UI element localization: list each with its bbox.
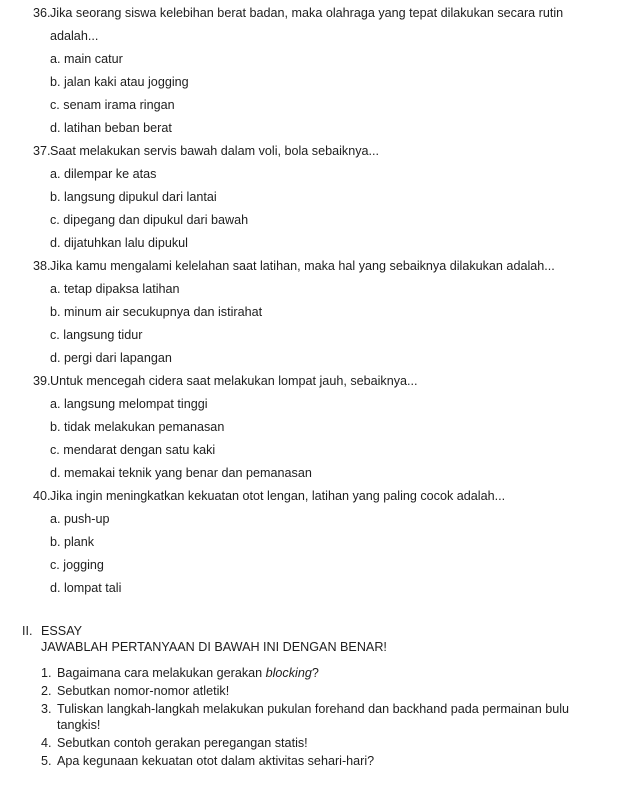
question-text: Jika kamu mengalami kelelahan saat latihan, maka hal yang sebaiknya dilakukan adalah... (50, 259, 555, 273)
option-d: d. dijatuhkan lalu dipukul (50, 236, 188, 250)
essay-question-number: 2. (41, 684, 52, 698)
essay-question-number: 4. (41, 736, 52, 750)
option-b: b. minum air secukupnya dan istirahat (50, 305, 263, 319)
question-text: Untuk mencegah cidera saat melakukan lompat jauh, sebaiknya... (50, 374, 418, 388)
essay-question-text (57, 666, 602, 680)
question-number: 40. (33, 489, 51, 503)
question-37 (33, 144, 603, 251)
section-title: ESSAY (41, 624, 83, 638)
question-36 (33, 6, 603, 136)
option-d: d. pergi dari lapangan (50, 351, 172, 365)
option-a: a. langsung melompat tinggi (50, 397, 208, 411)
option-a: a. main catur (50, 52, 123, 66)
essay-question-2 (41, 684, 602, 698)
question-stem (33, 374, 603, 389)
question-text-line: Jika seorang siswa kelebihan berat badan, maka olahraga yang tepat dilakukan secara rutin (50, 6, 564, 20)
question-stem (33, 489, 603, 504)
question-stem (33, 6, 603, 44)
multiple-choice-section (33, 6, 603, 604)
essay-section (22, 624, 602, 772)
option-b: b. plank (50, 535, 95, 549)
question-stem (33, 259, 603, 274)
option-b: b. langsung dipukul dari lantai (50, 190, 217, 204)
essay-text-line: Tuliskan langkah-langkah melakukan pukulan forehand dan backhand pada permainan bulu (57, 702, 570, 716)
option-c: c. senam irama ringan (50, 98, 175, 112)
essay-question-3 (41, 702, 602, 732)
essay-instruction: JAWABLAH PERTANYAAN DI BAWAH INI DENGAN BENAR! (41, 640, 387, 654)
essay-text-italic: blocking (265, 666, 312, 680)
essay-heading (22, 624, 602, 638)
essay-question-text: Sebutkan contoh gerakan peregangan statis! (57, 736, 308, 750)
option-b: b. jalan kaki atau jogging (50, 75, 189, 89)
question-38 (33, 259, 603, 366)
option-c: c. langsung tidur (50, 328, 143, 342)
question-number: 36. (33, 6, 51, 20)
question-stem (33, 144, 603, 159)
option-b: b. tidak melakukan pemanasan (50, 420, 225, 434)
essay-question-list (41, 666, 602, 768)
question-40 (33, 489, 603, 596)
option-d: d. latihan beban berat (50, 121, 172, 135)
option-d: d. memakai teknik yang benar dan pemanasan (50, 466, 312, 480)
essay-question-number: 5. (41, 754, 52, 768)
essay-question-1 (41, 666, 602, 680)
essay-text-line: tangkis! (57, 718, 101, 732)
question-text-line: adalah... (50, 29, 99, 43)
question-text (50, 6, 603, 44)
option-a: a. dilempar ke atas (50, 167, 157, 181)
essay-text-part: ? (311, 666, 319, 680)
essay-question-text: Apa kegunaan kekuatan otot dalam aktivitas sehari-hari? (57, 754, 375, 768)
question-39 (33, 374, 603, 481)
essay-question-number: 1. (41, 666, 52, 680)
essay-question-text (57, 702, 602, 732)
question-number: 38. (33, 259, 51, 273)
option-c: c. jogging (50, 558, 104, 572)
question-text: Saat melakukan servis bawah dalam voli, bola sebaiknya... (50, 144, 380, 158)
question-number: 37. (33, 144, 51, 158)
essay-question-4 (41, 736, 602, 750)
option-c: c. mendarat dengan satu kaki (50, 443, 216, 457)
option-c: c. dipegang dan dipukul dari bawah (50, 213, 249, 227)
option-a: a. tetap dipaksa latihan (50, 282, 180, 296)
essay-question-text: Sebutkan nomor-nomor atletik! (57, 684, 230, 698)
question-text: Jika ingin meningkatkan kekuatan otot lengan, latihan yang paling cocok adalah... (50, 489, 506, 503)
essay-question-5 (41, 754, 602, 768)
essay-text-part: Bagaimana cara melakukan gerakan (57, 666, 266, 680)
option-d: d. lompat tali (50, 581, 122, 595)
essay-question-number: 3. (41, 702, 52, 716)
question-number: 39. (33, 374, 51, 388)
option-a: a. push-up (50, 512, 110, 526)
section-roman-numeral: II. (22, 624, 33, 638)
